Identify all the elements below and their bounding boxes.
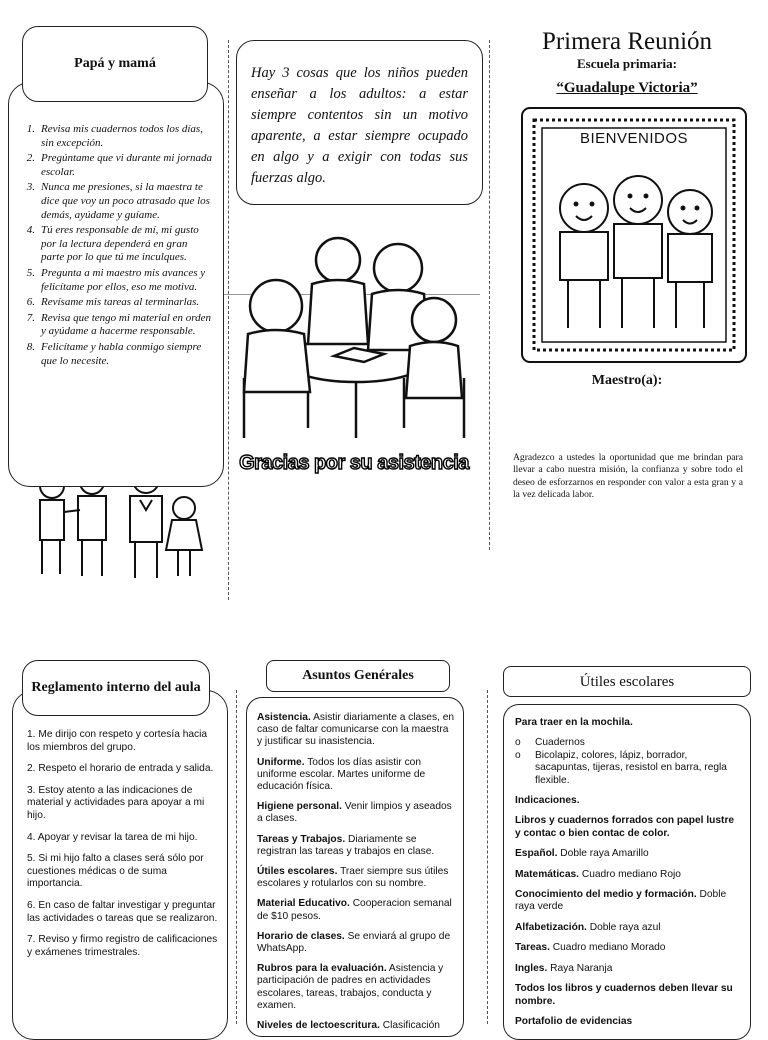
welcome-frame xyxy=(518,104,750,366)
portfolio-note: Portafolio de evidencias xyxy=(515,1015,633,1027)
fold-line-bottom-left xyxy=(236,690,237,1024)
list-item: 6. En caso de faltar investigar y preguntar las actividades o tareas que se realizaron. xyxy=(27,899,218,924)
panel1-list-box xyxy=(8,82,224,487)
name-note: Todos los libros y cuadernos deben llevar su nombre. xyxy=(515,983,733,1007)
fold-line-right xyxy=(489,40,490,550)
list-item: 1. Me dirijo con respeto y cortesía hacia los miembros del grupo. xyxy=(27,729,208,753)
list-item: 8. Felicítame y habla conmigo siempre que lo necesite. xyxy=(26,340,202,367)
welcome-banner: BIENVENIDOS xyxy=(579,130,689,147)
teacher-label: Maestro(a): xyxy=(591,373,663,388)
list-item: 2. Pregúntame que vi durante mi jornada escolar. xyxy=(26,152,212,178)
list-item: Niveles de lectoescritura. Clasificación xyxy=(257,1020,440,1032)
list-item: Tareas. Cuadro mediano Morado xyxy=(515,942,666,954)
list-item: Alfabetización. Doble raya azul xyxy=(515,921,661,933)
parents-list xyxy=(23,123,213,368)
backpack-list xyxy=(515,737,742,787)
rules-list xyxy=(27,729,219,959)
school-name: “Guadalupe Victoria” xyxy=(556,80,698,96)
list-item: 1. Revisa mis cuadernos todos los días, sin excepción. xyxy=(26,123,203,149)
general-box xyxy=(246,697,464,1037)
school-label: Escuela primaria: xyxy=(576,56,677,71)
list-item: 7. Reviso y firmo registro de calificaciones y exámenes trimestrales. xyxy=(27,934,218,958)
thanks-paragraph: Agradezco a ustedes la oportunidad que me brindan para llevar a cabo nuestra misión, la confianza y sobre todo el deseo de esforzarnos en responder con valor a esta gran y a la vez delicada labor. xyxy=(513,452,743,501)
general-title-box xyxy=(266,660,450,692)
list-item: Asistencia. Asistir diariamente a clases, en caso de faltar comunicarse con la maestra y justificar su inasistencia. xyxy=(257,712,455,748)
backpack-heading: Para traer en la mochila. xyxy=(515,717,633,728)
list-item: 4. Tú eres responsable de mí, mi gusto por la lectura dependerá en gran parte por lo que tú me inculques. xyxy=(26,224,199,264)
panel1-title: Papá y mamá xyxy=(74,56,156,71)
supplies-box xyxy=(503,704,751,1040)
list-item: 2. Respeto el horario de entrada y salida. xyxy=(27,763,214,775)
list-item: Rubros para la evaluación. Asistencia y participación de padres en actividades escolares, tareas, trabajos, conducta y examen. xyxy=(257,963,444,1011)
fold-line-left xyxy=(228,40,229,600)
general-title: Asuntos Genérales xyxy=(302,668,414,683)
rules-title-box xyxy=(22,660,210,716)
list-item: Matemáticas. Cuadro mediano Rojo xyxy=(515,868,681,880)
list-item: Ingles. Raya Naranja xyxy=(515,962,613,974)
list-item: 5. Pregunta a mi maestro mis avances y felicítame por ellos, eso me motiva. xyxy=(26,266,206,293)
list-item: Útiles escolares. Traer siempre sus útiles escolares y rotularlos con su nombre. xyxy=(257,866,449,890)
list-item: Conocimiento del medio y formación. Doble raya verde xyxy=(515,889,727,913)
list-item: Higiene personal. Venir limpios y aseados a clases. xyxy=(257,801,452,825)
list-item: Español. Doble raya Amarillo xyxy=(515,848,649,860)
indications-heading: Indicaciones. xyxy=(515,795,580,807)
rules-box xyxy=(12,690,228,1040)
list-item: 7. Revisa que tengo mi material en orden y ayúdame a hacerme responsable. xyxy=(26,311,212,338)
rules-title: Reglamento interno del aula xyxy=(31,680,201,695)
list-item: 4. Apoyar y revisar la tarea de mi hijo. xyxy=(27,831,198,843)
list-item: Horario de clases. Se enviará al grupo de WhatsApp. xyxy=(257,930,451,955)
list-item: Uniforme. Todos los días asistir con uniforme escolar. Martes uniforme de educación física. xyxy=(257,756,426,793)
list-item: o Bicolapiz, colores, lápiz, borrador, sacapuntas, tijeras, resistol en barra, regla flexible. xyxy=(515,749,727,786)
list-item: 3. Estoy atento a las indicaciones de material y actividades para apoyar a mi hijo. xyxy=(27,784,205,821)
supplies-title: Útiles escolares xyxy=(579,673,675,690)
fold-line-bottom-right xyxy=(487,690,488,1024)
list-item: 5. Si mi hijo falto a clases será sólo por cuestiones médicas o de suma importancia. xyxy=(27,853,204,890)
meeting-title: Primera Reunión xyxy=(541,28,713,55)
list-item: Tareas y Trabajos. Diariamente se registran las tareas y trabajos en clase. xyxy=(257,833,435,857)
list-item: o Cuadernos xyxy=(515,737,585,749)
cover-note: Libros y cuadernos forrados con papel lustre y contac o bien contac de color. xyxy=(515,815,735,839)
thanks-banner: Gracias por su asistencia xyxy=(239,452,469,474)
quote-text: Hay 3 cosas que los niños pueden enseñar a los adultos: a estar siempre contentos sin un motivo aparente, a estar siempre ocupado en algo y a exigir con todas sus fuerzas algo. xyxy=(251,65,468,186)
panel1-title-box xyxy=(22,26,208,102)
quote-box xyxy=(236,40,483,205)
list-item: 3. Nunca me presiones, si la maestra te dice que voy un poco atrasado que los demás, ayúdame y guíame. xyxy=(26,181,210,221)
meeting-illustration xyxy=(238,228,474,448)
list-item: Material Educativo. Cooperacion semanal de $10 pesos. xyxy=(257,898,452,922)
supplies-title-box xyxy=(503,666,751,697)
list-item: 6. Revísame mis tareas al terminarlas. xyxy=(26,296,200,309)
